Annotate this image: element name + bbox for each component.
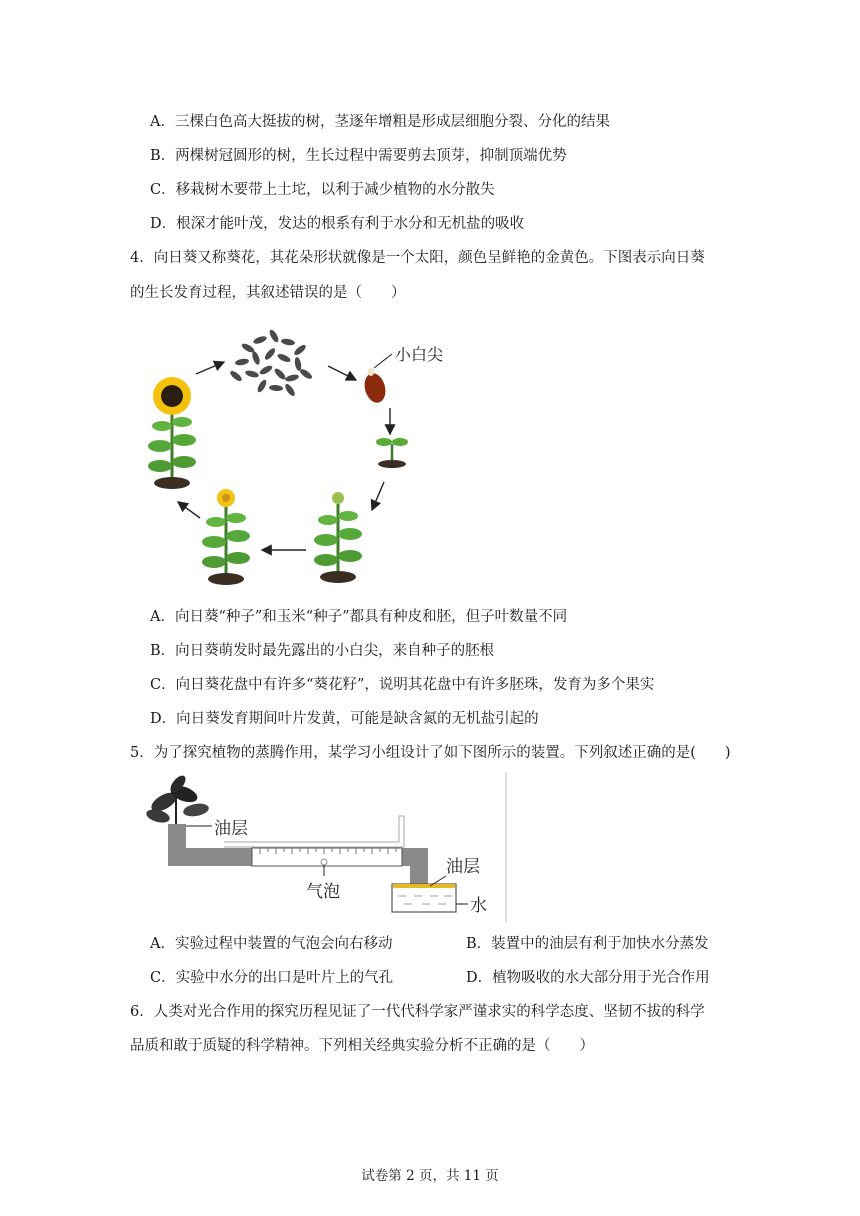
q4-option-d: D．向日葵发育期间叶片发黄，可能是缺含氮的无机盐引起的 <box>150 711 539 727</box>
air-bubble-icon <box>321 859 327 865</box>
oil-layer-band <box>393 884 455 888</box>
q6-stem-line2: 品质和敢于质疑的科学精神。下列相关经典实验分析不正确的是（ ） <box>130 1038 594 1054</box>
arrow-icon <box>178 502 200 518</box>
plant-leaves-icon <box>145 773 210 826</box>
transpiration-apparatus-figure <box>134 772 514 922</box>
q4-stem-line1: 4．向日葵又称葵花，其花朵形状就像是一个太阳，颜色呈鲜艳的金黄色。下图表示向日葵 <box>130 250 705 266</box>
bubble-label: 气泡 <box>306 882 340 902</box>
arrow-icon <box>196 362 224 374</box>
sunflower-lifecycle-figure <box>138 318 458 590</box>
q3-option-b: B．两棵树冠圆形的树，生长过程中需要剪去顶芽，抑制顶端优势 <box>150 148 567 164</box>
q3-option-c: C．移栽树木要带上土坨，以利于减少植物的水分散失 <box>150 182 495 198</box>
q3-option-a: A．三棵白色高大挺拔的树，茎逐年增粗是形成层细胞分裂、分化的结果 <box>150 114 610 130</box>
q4-option-c: C．向日葵花盘中有许多“葵花籽”，说明其花盘中有许多胚珠，发育为多个果实 <box>150 677 655 693</box>
seed-pile-icon <box>229 328 315 397</box>
q5-option-c: C．实验中水分的出口是叶片上的气孔 <box>150 970 394 986</box>
q6-stem-line1: 6．人类对光合作用的探究历程见证了一代代科学家严谨求实的科学态度、坚韧不拔的科学 <box>130 1004 705 1020</box>
q5-stem: 5．为了探究植物的蒸腾作用，某学习小组设计了如下图所示的装置。下列叙述正确的是( ) <box>130 745 731 761</box>
q5-option-b: B．装置中的油层有利于加快水分蒸发 <box>466 936 709 952</box>
q4-option-a: A．向日葵“种子”和玉米“种子”都具有种皮和胚，但子叶数量不同 <box>150 609 568 625</box>
q4-option-b: B．向日葵萌发时最先露出的小白尖，来自种子的胚根 <box>150 643 495 659</box>
oil-layer-label-top: 油层 <box>214 819 248 839</box>
sprout-tip-label: 小白尖 <box>395 345 444 364</box>
water-label: 水 <box>470 896 487 916</box>
q4-stem-line2: 的生长发育过程，其叙述错误的是（ ） <box>130 285 406 301</box>
q3-option-d: D．根深才能叶茂，发达的根系有利于水分和无机盐的吸收 <box>150 216 525 232</box>
q5-option-d: D．植物吸收的水大部分用于光合作用 <box>466 970 710 986</box>
mature-sunflower-icon <box>148 377 196 489</box>
arrow-icon <box>328 366 356 380</box>
budding-plant-icon <box>314 492 362 583</box>
arrow-icon <box>372 482 384 510</box>
seedling-icon <box>376 438 408 468</box>
oil-layer-label-beaker: 油层 <box>446 857 480 877</box>
germinating-seed-icon <box>361 354 392 405</box>
young-flower-plant-icon <box>202 489 250 585</box>
q5-option-a: A．实验过程中装置的气泡会向右移动 <box>150 936 393 952</box>
page-footer: 试卷第 2 页，共 11 页 <box>361 1168 499 1184</box>
